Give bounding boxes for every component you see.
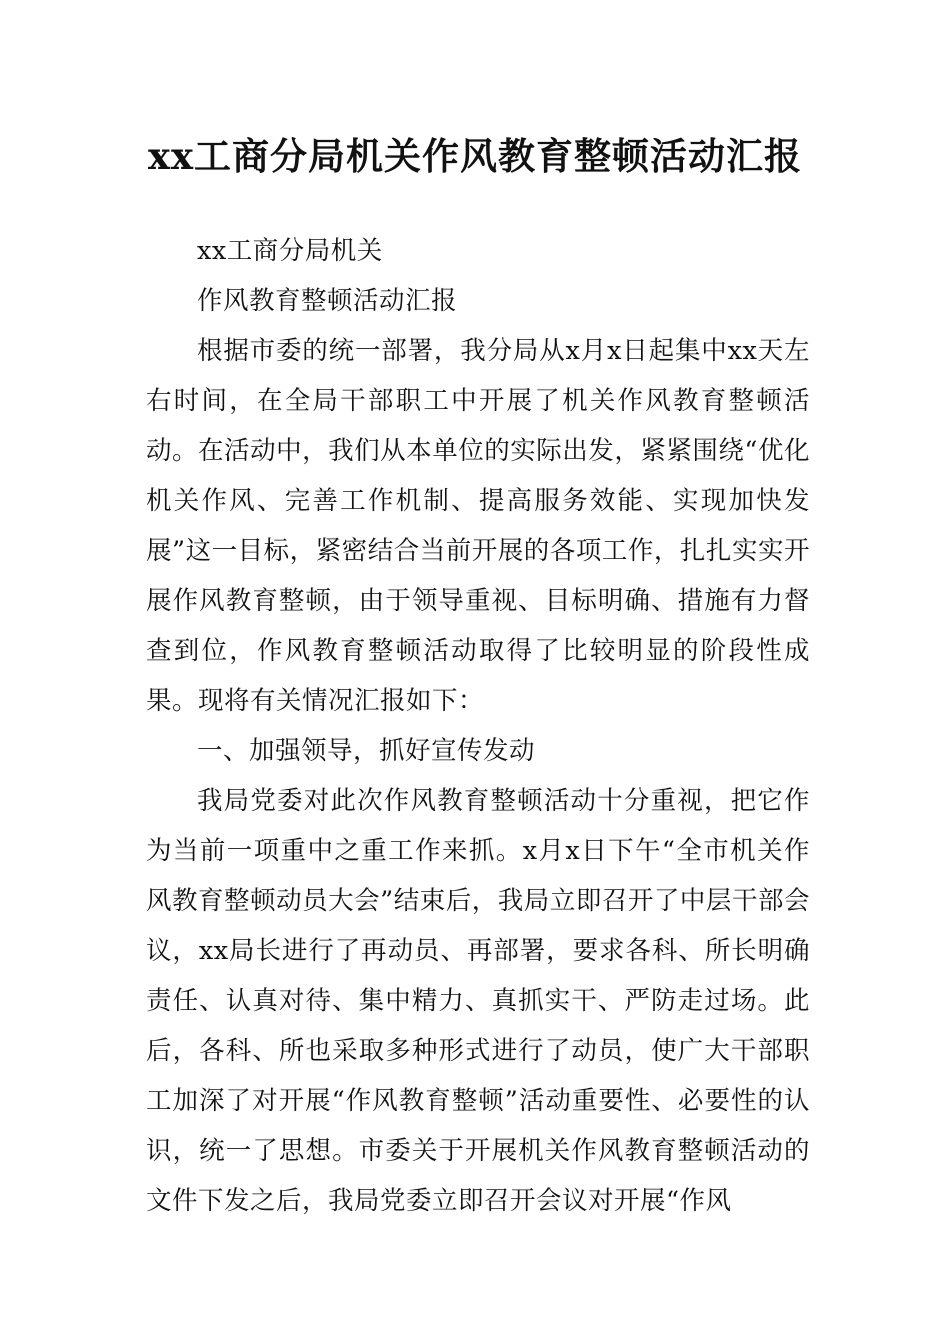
document-body: [146, 226, 810, 1226]
paragraph-intro: 根据市委的统一部署，我分局从x月x日起集中xx天左右时间，在全局干部职工中开展了机关作风教育整顿活动。在活动中，我们从本单位的实际出发，紧紧围绕“优化机关作风、完善工作机制、提高服务效能、实现加快发展”这一目标，紧密结合当前开展的各项工作，扎扎实实开展作风教育整顿，由于领导重视、目标明确、措施有力督查到位，作风教育整顿活动取得了比较明显的阶段性成果。现将有关情况汇报如下：: [146, 336, 810, 716]
document-title: xx工商分局机关作风教育整顿活动汇报: [147, 134, 803, 178]
section-heading-1: 一、加强领导，抓好宣传发动: [197, 736, 536, 766]
paragraph-section-1: 我局党委对此次作风教育整顿活动十分重视，把它作为当前一项重中之重工作来抓。x月x日下午“全市机关作风教育整顿动员大会”结束后，我局立即召开了中层干部会议，xx局长进行了再动员、再部署，要求各科、所长明确责任、认真对待、集中精力、真抓实干、严防走过场。此后，各科、所也采取多种形式进行了动员，使广大干部职工加深了对开展“作风教育整顿”活动重要性、必要性的认识，统一了思想。市委关于开展机关作风教育整顿活动的文件下发之后，我局党委立即召开会议对开展“作风: [146, 786, 810, 1216]
paragraph-org-name: xx工商分局机关: [197, 236, 383, 266]
paragraph-subtitle: 作风教育整顿活动汇报: [197, 286, 458, 316]
